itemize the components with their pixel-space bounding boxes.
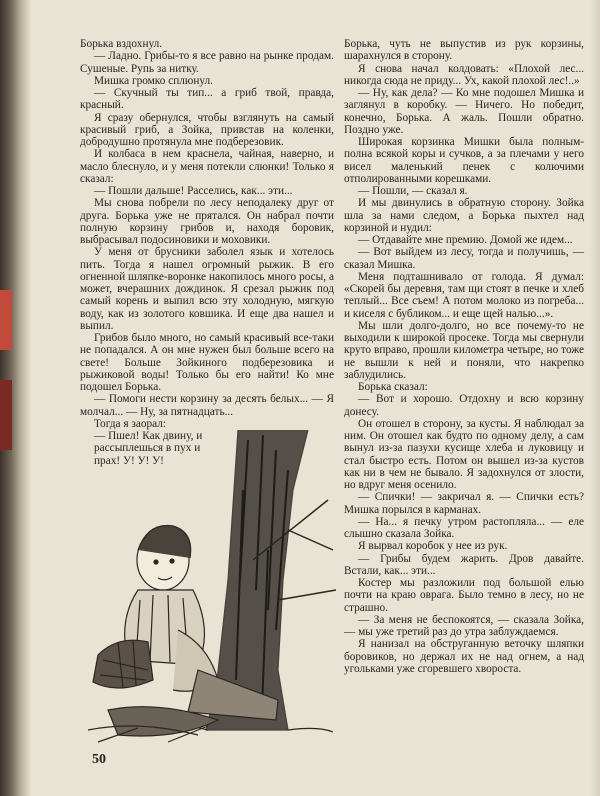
paragraph: Он отошел в сторону, за кусты. Я наблюдал за ним. Он отошел как будто по одному делу, а сам вынул из-за пазухи кусище хлеба и луковицу и стал быстро есть. Потом он вышел из-за кустов как ни в чем не бывало. Я задохнулся от злости, но вдруг меня осенило. <box>344 417 584 491</box>
paragraph: Я снова начал колдовать: «Плохой лес... никогда сюда не приду... Ух, какой плохой лес!..» <box>344 62 584 87</box>
paragraph: — Скучный ты тип... а гриб твой, правда, красный. <box>80 87 334 112</box>
paragraph: Костер мы разложили под большой елью почти на краю оврага. Было темно в лесу, но не страшно. <box>344 577 584 614</box>
page-number: 50 <box>92 752 106 767</box>
paragraph: — Ну, как дела? — Ко мне подошел Мишка и заглянул в коробку. — Ничего. Но победит, конечно, Борька. А жаль. Пошли обратно. Поздно уже. <box>344 87 584 136</box>
paragraph: — На... я печку утром растопляла... — еле слышно сказала Зойка. <box>344 515 584 540</box>
page-tab <box>0 380 12 450</box>
paragraph: У меня от брусники заболел язык и хотелось пить. Тогда я нашел огромный рыжик. В его огненной шляпке-воронке накопилось много росы, а может, вчерашних дождинок. Я срезал рыжик под самый корень и выпил всю эту холодную, мягкую воду, как из золотого ковшика. И еще два нашел и выпил. <box>80 246 334 332</box>
paragraph: Тогда я заорал: <box>94 417 167 430</box>
page-edge-shade <box>590 0 600 796</box>
paragraph: Я нанизал на обструганную веточку шляпки боровиков, но держал их не над огнем, а над угольками уже сгоревшего хвороста. <box>344 638 584 675</box>
paragraph: И мы двинулись в обратную сторону. Зойка шла за нами следом, а Борька пыхтел над корзиной и нудил: <box>344 197 584 234</box>
paragraph: — Пошли, — сказал я. <box>358 185 468 197</box>
paragraph: — Отдавайте мне премию. Домой же идем... <box>358 234 573 246</box>
right-text-column <box>344 38 584 675</box>
paragraph: — Ладно. Грибы-то я все равно на рынке продам. Сушеные. Рупь за нитку. <box>80 50 334 75</box>
paragraph: — Спички! — закричал я. — Спички есть? Мишка порылся в карманах. <box>344 491 584 516</box>
paragraph: Я сразу обернулся, чтобы взглянуть на самый красивый гриб, а Зойка, привстав на коленки, добродушно протянула мне подберезовик. <box>80 111 334 148</box>
paragraph: Мишка громко сплюнул. <box>94 74 213 87</box>
paragraph: Грибов было много, но самый красивый все-таки не попадался. А он мне нужен был больше всего на свете! Больше Зойкиного подберезовика и рыжиковой воды! Только бы его найти! Ко мне подошел Борька. <box>80 332 334 393</box>
paragraph: Борька вздохнул. <box>80 38 163 50</box>
paragraph: Меня подташнивало от голода. Я думал: «Скорей бы деревня, там щи стоят в печке и хлеб теплый... Все съем! А потом молоко из погреба... и киселя с бубликом... и еще щей налью...». <box>344 270 584 320</box>
paragraph: Борька сказал: <box>358 381 428 393</box>
paragraph: — Вот и хорошо. Отдохну и всю корзину донесу. <box>344 393 584 418</box>
paragraph: Я вырвал коробок у нее из рук. <box>358 540 508 553</box>
paragraph: Мы снова побрели по лесу неподалеку друг от друга. Борька уже не прятался. Он набрал почти полную корзину грибов и, находя боровик, выбрасывал подосиновики и моховики. <box>80 197 334 246</box>
left-text-column <box>80 38 334 467</box>
paragraph: Мы шли долго-долго, но все почему-то не выходили к широкой просеке. Тогда мы свернули круто вправо, прошли километра четыре, но тоже не вышли к ней и поняли, что накрепко заблудились. <box>344 319 584 381</box>
book-spine <box>0 0 30 796</box>
paragraph: Широкая корзинка Мишки была полным-полна всякой коры и сучков, а за плечами у него висел маленький пенек с колючими отполированными корешками. <box>344 136 584 185</box>
paragraph: — За меня не беспокоятся, — сказала Зойка, — мы уже третий раз до утра заблуждаемся. <box>344 613 584 638</box>
paragraph: И колбаса в нем краснела, чайная, наверно, и масло блеснуло, и у меня потекли слюнки! Только я сказал: <box>80 148 334 185</box>
paragraph: — Помоги нести корзину за десять белых... — Я молчал... — Ну, за пятнадцать... <box>80 393 334 418</box>
page-tab <box>0 290 12 350</box>
paragraph: — Вот выйдем из лесу, тогда и получишь, — сказал Мишка. <box>344 246 584 271</box>
paragraph: — Грибы будем жарить. Дров давайте. Встали, как... эти... <box>344 552 584 577</box>
boy-by-tree-illustration <box>78 430 340 750</box>
paragraph: Борька, чуть не выпустив из рук корзины, шарахнулся в сторону. <box>344 38 584 63</box>
paragraph: — Пошли дальше! Расселись, как... эти... <box>94 185 293 197</box>
paragraph: — Пшел! Как двину, и рассыплешься в пух и прах! У! У! У! <box>94 430 203 467</box>
